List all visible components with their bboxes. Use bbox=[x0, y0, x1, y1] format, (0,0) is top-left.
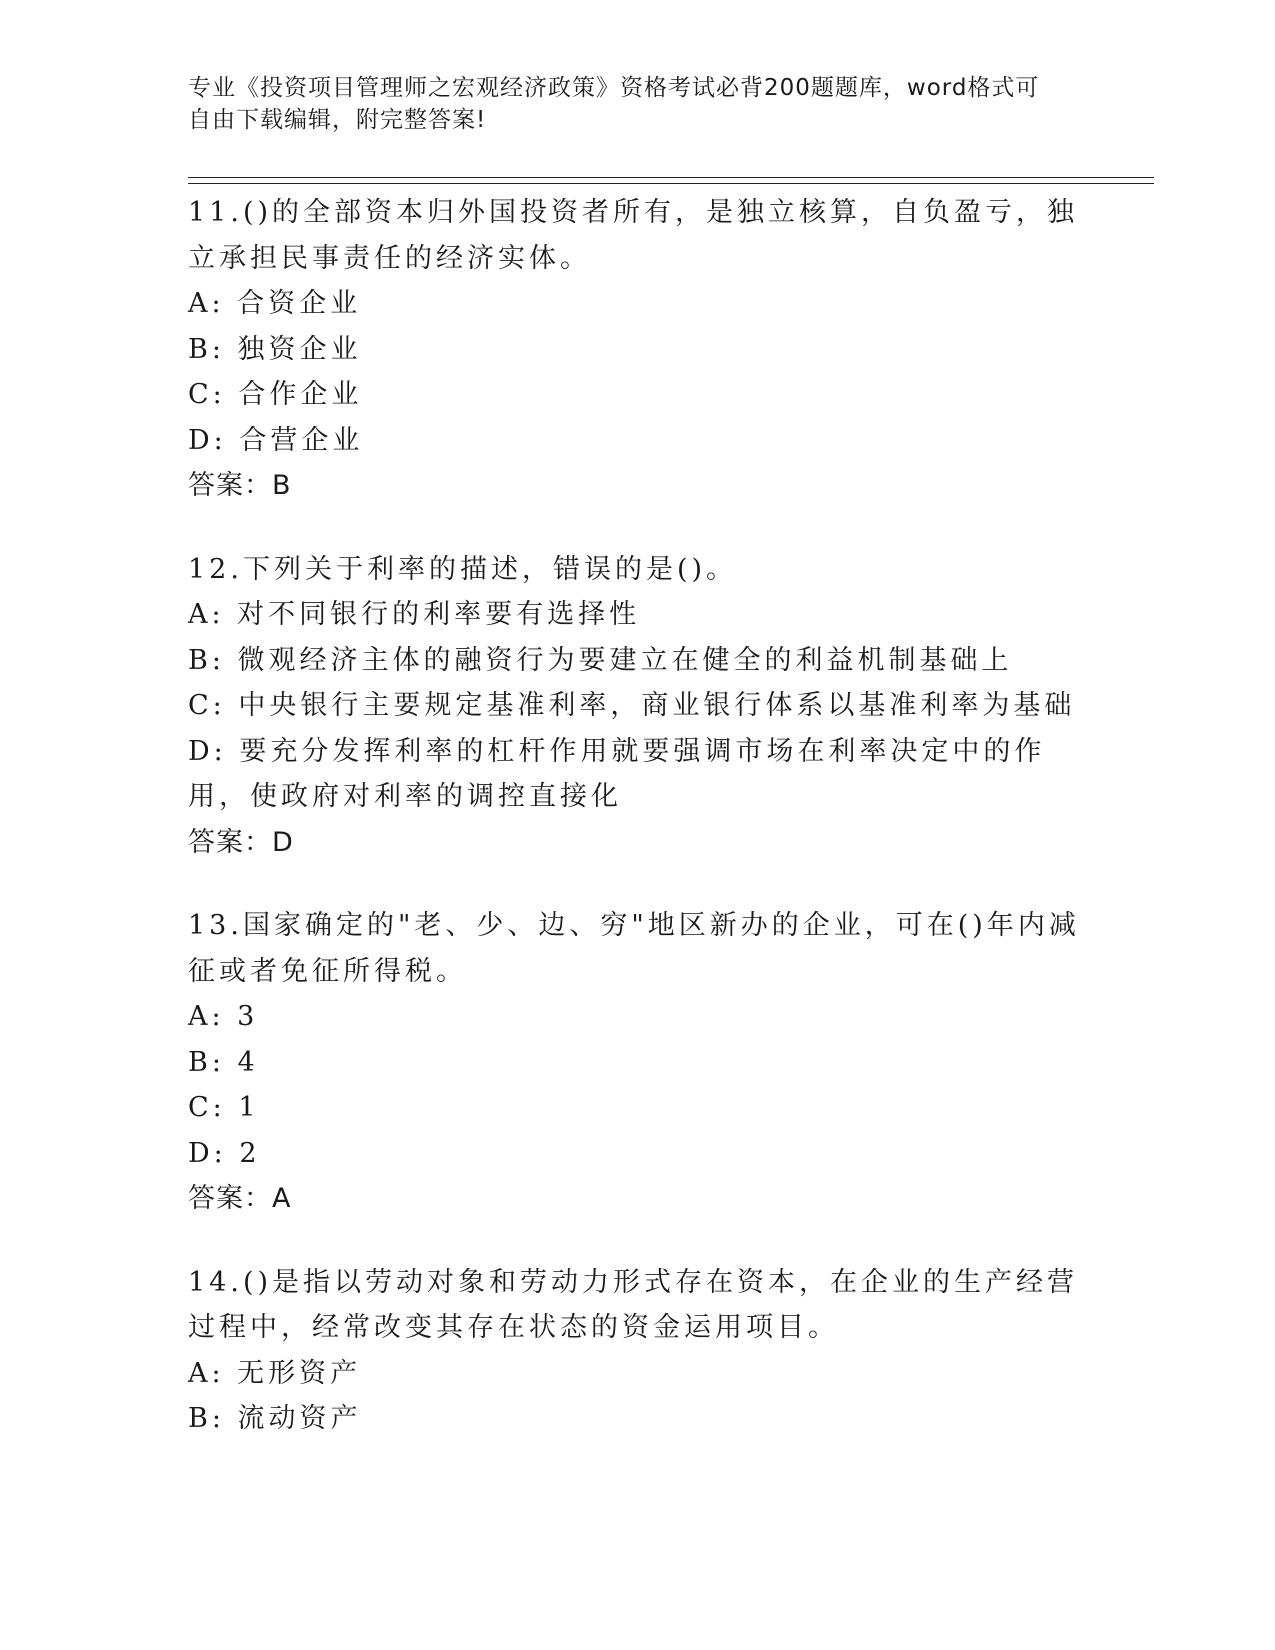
option-a: A: 对不同银行的利率要有选择性 bbox=[188, 599, 641, 630]
option-d: D: 2 bbox=[188, 1137, 261, 1169]
question-stem: 12.下列关于利率的描述，错误的是()。 bbox=[188, 553, 738, 585]
option-d: D: 合营企业 bbox=[188, 424, 364, 456]
option-a: A: 无形资产 bbox=[188, 1357, 362, 1389]
header-line-1: 专业《投资项目管理师之宏观经济政策》资格考试必背200题题库，word格式可 bbox=[188, 75, 1040, 101]
question-stem: 11.()的全部资本归外国投资者所有，是独立核算，自负盈亏，独立承担民事责任的经济实体。 bbox=[188, 197, 1079, 274]
question-11 bbox=[188, 190, 1080, 509]
document-header bbox=[188, 72, 1068, 136]
answer-line: 答案：A bbox=[188, 1183, 292, 1214]
option-c: C: 合作企业 bbox=[188, 379, 363, 410]
header-divider-bottom bbox=[188, 183, 1154, 184]
option-a: A: 合资企业 bbox=[188, 288, 362, 319]
option-b: B: 4 bbox=[188, 1046, 259, 1078]
answer-line: 答案：D bbox=[188, 826, 294, 858]
option-b: B: 流动资产 bbox=[188, 1403, 362, 1434]
option-d: D: 要充分发挥利率的杠杆作用就要强调市场在利率决定中的作用，使政府对利率的调控直接化 bbox=[188, 735, 1046, 812]
option-b: B: 独资企业 bbox=[188, 333, 362, 365]
question-list bbox=[188, 190, 1080, 1480]
header-line-2: 自由下载编辑，附完整答案! bbox=[188, 107, 487, 133]
question-12 bbox=[188, 547, 1080, 866]
option-c: C: 中央银行主要规定基准利率，商业银行体系以基准利率为基础 bbox=[188, 690, 1076, 721]
option-b: B: 微观经济主体的融资行为要建立在健全的利益机制基础上 bbox=[188, 644, 1013, 676]
header-divider-top bbox=[188, 177, 1154, 178]
question-stem: 14.()是指以劳动对象和劳动力形式存在资本，在企业的生产经营过程中，经常改变其存在状态的资金运用项目。 bbox=[188, 1266, 1079, 1343]
option-c: C: 1 bbox=[188, 1092, 260, 1123]
question-14 bbox=[188, 1260, 1080, 1442]
option-a: A: 3 bbox=[188, 1001, 259, 1032]
question-stem: 13.国家确定的"老、少、边、穷"地区新办的企业，可在()年内减征或者免征所得税。 bbox=[188, 910, 1080, 987]
answer-line: 答案：B bbox=[188, 470, 292, 501]
question-13 bbox=[188, 903, 1080, 1222]
